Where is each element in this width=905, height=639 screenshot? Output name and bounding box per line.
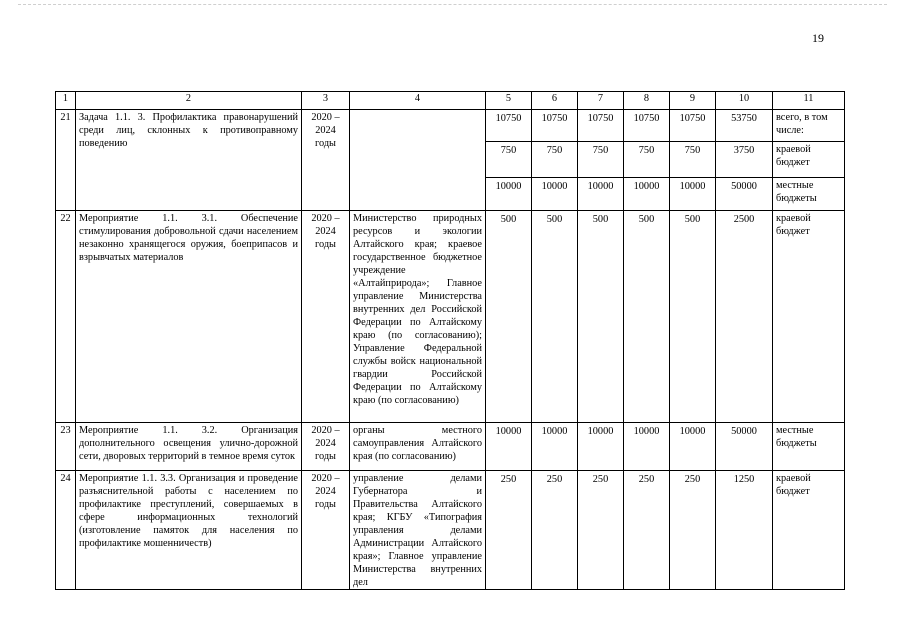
column-number-9: 9 — [670, 92, 716, 110]
value-cell: 10000 — [670, 423, 716, 471]
program-activities-table — [55, 91, 845, 590]
activity-name: Мероприятие 1.1. 3.2. Организация дополнительного освещения улично-дорожной сети, дворовых территорий в темное время суток — [76, 423, 302, 471]
value-cell: 750 — [578, 142, 624, 178]
value-cell: 10000 — [578, 178, 624, 211]
funding-source: краевой бюджет — [773, 211, 845, 423]
funding-source: краевой бюджет — [773, 142, 845, 178]
value-cell: 10000 — [486, 423, 532, 471]
column-number-8: 8 — [624, 92, 670, 110]
executors-cell: органы местного самоуправления Алтайского края (по согласованию) — [350, 423, 486, 471]
total-cell: 1250 — [716, 471, 773, 590]
value-cell: 10750 — [670, 110, 716, 142]
column-number-5: 5 — [486, 92, 532, 110]
row-number: 24 — [56, 471, 76, 590]
funding-source: местные бюджеты — [773, 178, 845, 211]
table-header-row — [56, 92, 845, 110]
column-number-1: 1 — [56, 92, 76, 110]
value-cell: 500 — [532, 211, 578, 423]
table-row — [56, 423, 845, 471]
value-cell: 10000 — [624, 423, 670, 471]
value-cell: 10000 — [624, 178, 670, 211]
column-number-3: 3 — [302, 92, 350, 110]
period-cell: 2020 – 2024 годы — [302, 471, 350, 590]
value-cell: 750 — [670, 142, 716, 178]
table-row — [56, 110, 845, 142]
scan-top-edge — [18, 4, 887, 5]
funding-source: местные бюджеты — [773, 423, 845, 471]
value-cell: 250 — [486, 471, 532, 590]
period-cell: 2020 – 2024 годы — [302, 423, 350, 471]
column-number-11: 11 — [773, 92, 845, 110]
value-cell: 10000 — [486, 178, 532, 211]
total-cell: 50000 — [716, 178, 773, 211]
total-cell: 50000 — [716, 423, 773, 471]
activity-name: Мероприятие 1.1. 3.3. Организация и проведение разъяснительной работы с населением по профилактике преступлений, совершаемых в сфере информационных технологий (изготовление памяток для населения по профилактике мошенничеств) — [76, 471, 302, 590]
row-number: 21 — [56, 110, 76, 211]
value-cell: 750 — [532, 142, 578, 178]
value-cell: 10750 — [578, 110, 624, 142]
value-cell: 10000 — [670, 178, 716, 211]
value-cell: 750 — [486, 142, 532, 178]
value-cell: 500 — [578, 211, 624, 423]
column-number-7: 7 — [578, 92, 624, 110]
activity-name: Мероприятие 1.1. 3.1. Обеспечение стимулирования добровольной сдачи населением незаконно хранящегося оружия, боеприпасов и взрывчатых материалов — [76, 211, 302, 423]
value-cell: 250 — [578, 471, 624, 590]
column-number-4: 4 — [350, 92, 486, 110]
funding-source: всего, в том числе: — [773, 110, 845, 142]
value-cell: 10000 — [532, 178, 578, 211]
value-cell: 250 — [624, 471, 670, 590]
value-cell: 10750 — [532, 110, 578, 142]
value-cell: 500 — [486, 211, 532, 423]
row-number: 23 — [56, 423, 76, 471]
table-row — [56, 471, 845, 590]
value-cell: 10750 — [624, 110, 670, 142]
activity-name: Задача 1.1. 3. Профилактика правонарушений среди лиц, склонных к противоправному поведению — [76, 110, 302, 211]
total-cell: 2500 — [716, 211, 773, 423]
value-cell: 750 — [624, 142, 670, 178]
total-cell: 53750 — [716, 110, 773, 142]
column-number-6: 6 — [532, 92, 578, 110]
column-number-10: 10 — [716, 92, 773, 110]
table-row — [56, 211, 845, 423]
row-number: 22 — [56, 211, 76, 423]
executors-cell: Министерство природных ресурсов и экологии Алтайского края; краевое государственное бюджетное учреждение «Алтайприрода»; Главное управление Министерства внутренних дел Российской Федерации по Алтайскому краю (по согласованию); Управление Федеральной службы войск национальной гвардии Российской Федерации по Алтайскому краю (по согласованию) — [350, 211, 486, 423]
executors-cell: управление делами Губернатора и Правительства Алтайского края; КГБУ «Типография управления делами Администрации Алтайского края»; Главное управление Министерства внутренних дел — [350, 471, 486, 590]
total-cell: 3750 — [716, 142, 773, 178]
value-cell: 250 — [532, 471, 578, 590]
value-cell: 500 — [624, 211, 670, 423]
page-number: 19 — [812, 31, 824, 45]
column-number-2: 2 — [76, 92, 302, 110]
value-cell: 250 — [670, 471, 716, 590]
executors-cell — [350, 110, 486, 211]
period-cell: 2020 – 2024 годы — [302, 110, 350, 211]
value-cell: 10750 — [486, 110, 532, 142]
value-cell: 10000 — [532, 423, 578, 471]
period-cell: 2020 – 2024 годы — [302, 211, 350, 423]
value-cell: 10000 — [578, 423, 624, 471]
value-cell: 500 — [670, 211, 716, 423]
funding-source: краевой бюджет — [773, 471, 845, 590]
